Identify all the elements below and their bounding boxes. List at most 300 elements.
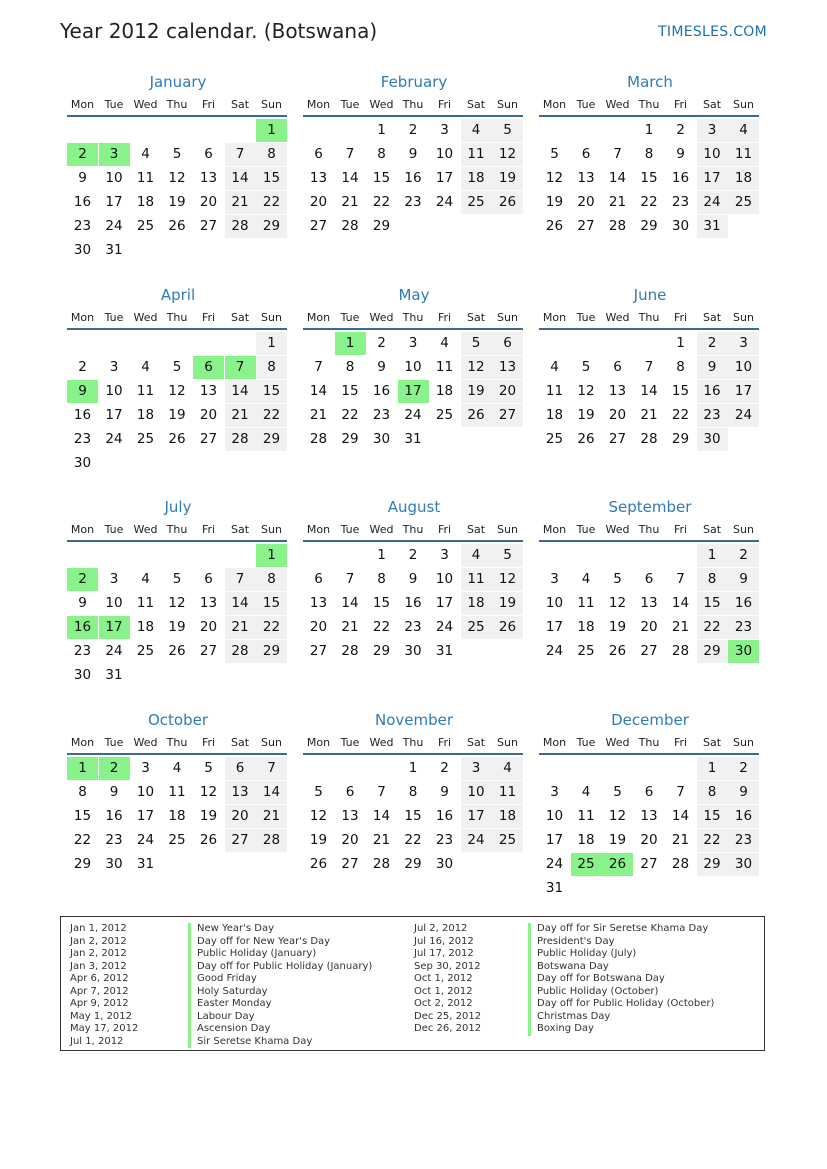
- weekday-header: Sun: [733, 523, 754, 536]
- day-cell: 13: [199, 595, 218, 611]
- weekday-header: Tue: [340, 523, 360, 536]
- day-cell: 21: [341, 194, 359, 210]
- day-cell: 21: [309, 407, 328, 423]
- day-cell: 26: [608, 643, 627, 659]
- day-cell: 13: [199, 170, 218, 186]
- day-cell: 30: [435, 856, 454, 872]
- day-cell: 18: [545, 407, 564, 423]
- day-cell: 28: [256, 829, 287, 852]
- day-cell: 7: [613, 146, 622, 162]
- holiday-day-cell: 6: [193, 356, 224, 379]
- day-cell: 4: [550, 359, 559, 375]
- day-cell: 20: [492, 380, 523, 403]
- day-cell: 17: [545, 619, 564, 635]
- day-cell: 23: [73, 218, 92, 234]
- legend-holiday-name: Ascension Day: [188, 1023, 372, 1036]
- holiday-day-cell: 17: [99, 616, 130, 639]
- day-cell: 4: [581, 784, 591, 800]
- day-cell: 9: [78, 595, 87, 611]
- day-cell: 23: [105, 832, 123, 848]
- weekday-header: Mon: [306, 98, 331, 111]
- day-cell: 22: [372, 619, 391, 635]
- day-cell: 10: [105, 170, 123, 186]
- day-cell: 8: [408, 784, 418, 800]
- holiday-day-cell: 1: [256, 544, 287, 567]
- day-cell: 8: [345, 359, 355, 375]
- weekday-header: Wed: [133, 736, 158, 749]
- day-cell: 10: [545, 808, 564, 824]
- weekday-header: Fri: [201, 311, 216, 324]
- day-cell: 19: [309, 832, 328, 848]
- month-divider: [67, 115, 287, 117]
- day-cell: 27: [492, 404, 523, 427]
- day-cell: 10: [136, 784, 155, 800]
- day-cell: 25: [461, 616, 492, 639]
- weekday-header: Tue: [104, 311, 124, 324]
- day-cell: 21: [225, 191, 256, 214]
- day-cell: 7: [676, 571, 685, 587]
- legend-holiday-name: Day off for New Year's Day: [188, 936, 372, 949]
- day-cell: 14: [372, 808, 391, 824]
- month-title: April: [160, 286, 196, 304]
- day-cell: 8: [256, 568, 287, 591]
- weekday-header: Mon: [70, 523, 95, 536]
- day-cell: 19: [577, 407, 595, 423]
- day-cell: 27: [341, 856, 359, 872]
- day-cell: 2: [697, 332, 728, 355]
- weekday-header: Fri: [673, 98, 688, 111]
- day-cell: 19: [608, 619, 627, 635]
- weekday-header: Sat: [702, 523, 722, 536]
- month-divider: [67, 540, 287, 542]
- day-cell: 28: [671, 643, 690, 659]
- day-cell: 10: [545, 595, 564, 611]
- weekday-header: Wed: [605, 311, 630, 324]
- weekday-header: Thu: [638, 98, 660, 111]
- legend-date: Sep 30, 2012: [414, 960, 481, 972]
- day-cell: 5: [613, 784, 622, 800]
- page-title: Year 2012 calendar. (Botswana): [60, 19, 378, 43]
- weekday-header: Tue: [340, 311, 360, 324]
- weekday-header: Mon: [542, 736, 567, 749]
- day-cell: 12: [492, 143, 523, 166]
- day-cell: 28: [225, 215, 256, 238]
- day-cell: 2: [408, 122, 418, 138]
- legend-holiday-name: Botswana Day: [528, 961, 714, 974]
- weekday-header: Tue: [576, 98, 596, 111]
- month-title: October: [147, 711, 209, 729]
- day-cell: 3: [461, 757, 492, 780]
- day-cell: 15: [256, 380, 287, 403]
- weekday-header: Sun: [261, 98, 282, 111]
- day-cell: 6: [314, 571, 323, 587]
- day-cell: 22: [404, 832, 422, 848]
- day-cell: 6: [644, 784, 654, 800]
- day-cell: 27: [640, 856, 658, 872]
- weekday-header: Fri: [673, 311, 688, 324]
- weekday-header: Thu: [166, 523, 188, 536]
- weekday-header: Thu: [402, 98, 424, 111]
- day-cell: 15: [372, 170, 391, 186]
- month-divider: [67, 753, 287, 755]
- day-cell: 15: [404, 808, 422, 824]
- legend-date: Apr 7, 2012: [70, 985, 129, 997]
- holiday-day-cell: 3: [99, 143, 130, 166]
- day-cell: 4: [581, 571, 591, 587]
- day-cell: 2: [408, 547, 418, 563]
- day-cell: 11: [577, 808, 595, 824]
- day-cell: 14: [671, 808, 690, 824]
- day-cell: 25: [577, 643, 595, 659]
- weekday-header: Fri: [201, 98, 216, 111]
- day-cell: 11: [577, 595, 595, 611]
- day-cell: 16: [671, 170, 690, 186]
- weekday-header: Mon: [306, 736, 331, 749]
- day-cell: 4: [461, 119, 492, 142]
- legend-date: Dec 26, 2012: [414, 1023, 482, 1034]
- day-cell: 30: [372, 431, 391, 447]
- weekday-header: Tue: [576, 523, 596, 536]
- day-cell: 9: [408, 571, 418, 587]
- weekday-header: Sun: [497, 98, 518, 111]
- month-title: November: [374, 711, 454, 729]
- legend-date: May 1, 2012: [70, 1010, 133, 1022]
- day-cell: 4: [492, 757, 523, 780]
- weekday-header: Thu: [166, 98, 188, 111]
- day-cell: 30: [697, 428, 728, 451]
- day-cell: 12: [577, 383, 595, 399]
- legend-date: Dec 25, 2012: [414, 1010, 482, 1022]
- day-cell: 30: [73, 455, 92, 471]
- weekday-header: Tue: [576, 736, 596, 749]
- day-cell: 22: [372, 194, 391, 210]
- day-cell: 6: [613, 359, 622, 375]
- site-link[interactable]: TIMESLES.COM: [658, 24, 767, 40]
- day-cell: 9: [78, 170, 87, 186]
- day-cell: 5: [172, 571, 182, 587]
- day-cell: 29: [671, 431, 690, 447]
- day-cell: 8: [377, 146, 386, 162]
- day-cell: 7: [644, 359, 654, 375]
- day-cell: 31: [435, 643, 454, 659]
- day-cell: 12: [168, 383, 186, 399]
- day-cell: 28: [225, 428, 256, 451]
- day-cell: 7: [314, 359, 323, 375]
- day-cell: 16: [404, 595, 422, 611]
- legend-holiday-name: Public Holiday (October): [528, 986, 714, 999]
- weekday-header: Wed: [369, 523, 394, 536]
- day-cell: 19: [168, 194, 186, 210]
- day-cell: 28: [225, 640, 256, 663]
- day-cell: 30: [728, 853, 759, 876]
- weekday-header: Sat: [702, 311, 722, 324]
- weekday-header: Thu: [166, 311, 188, 324]
- day-cell: 24: [105, 643, 123, 659]
- holiday-day-cell: 2: [67, 143, 98, 166]
- legend-date: Jan 2, 2012: [70, 935, 127, 947]
- weekday-header: Mon: [70, 311, 95, 324]
- weekday-header: Sun: [733, 98, 754, 111]
- month-divider: [303, 328, 523, 330]
- weekday-header: Mon: [70, 98, 95, 111]
- day-cell: 24: [435, 619, 454, 635]
- day-cell: 4: [141, 146, 150, 162]
- day-cell: 23: [728, 616, 759, 639]
- weekday-header: Sun: [497, 311, 518, 324]
- day-cell: 11: [136, 595, 155, 611]
- legend-holiday-name: Day off for Sir Seretse Khama Day: [528, 923, 714, 936]
- weekday-header: Sat: [466, 311, 486, 324]
- day-cell: 18: [577, 832, 595, 848]
- day-cell: 15: [372, 595, 391, 611]
- weekday-header: Thu: [638, 311, 660, 324]
- day-cell: 4: [440, 335, 449, 351]
- weekday-header: Sat: [230, 311, 250, 324]
- day-cell: 2: [676, 122, 685, 138]
- month-divider: [539, 540, 759, 542]
- day-cell: 15: [671, 383, 690, 399]
- day-cell: 24: [461, 829, 492, 852]
- day-cell: 13: [640, 808, 658, 824]
- day-cell: 27: [199, 643, 218, 659]
- day-cell: 14: [256, 781, 287, 804]
- weekday-header: Thu: [402, 311, 424, 324]
- holiday-day-cell: 25: [571, 853, 602, 876]
- weekday-header: Sat: [702, 98, 722, 111]
- holiday-legend: [60, 916, 765, 1051]
- day-cell: 23: [73, 431, 92, 447]
- day-cell: 2: [78, 359, 87, 375]
- day-cell: 10: [461, 781, 492, 804]
- weekday-header: Sat: [230, 736, 250, 749]
- weekday-header: Mon: [306, 311, 331, 324]
- day-cell: 28: [341, 643, 359, 659]
- day-cell: 5: [461, 332, 492, 355]
- day-cell: 14: [225, 380, 256, 403]
- weekday-header: Thu: [402, 523, 424, 536]
- day-cell: 21: [225, 616, 256, 639]
- weekday-header: Sat: [230, 98, 250, 111]
- day-cell: 20: [199, 619, 218, 635]
- weekday-header: Thu: [402, 736, 424, 749]
- day-cell: 15: [256, 592, 287, 615]
- day-cell: 8: [676, 359, 685, 375]
- weekday-header: Wed: [133, 98, 158, 111]
- day-cell: 19: [545, 194, 564, 210]
- legend-date: Jan 1, 2012: [70, 923, 127, 934]
- month-title: February: [380, 73, 448, 91]
- month-divider: [303, 115, 523, 117]
- weekday-header: Sat: [466, 523, 486, 536]
- day-cell: 25: [168, 832, 186, 848]
- day-cell: 13: [577, 170, 595, 186]
- month-title: January: [149, 73, 207, 91]
- day-cell: 21: [608, 194, 627, 210]
- day-cell: 22: [671, 407, 690, 423]
- weekday-header: Wed: [369, 98, 394, 111]
- day-cell: 8: [644, 146, 654, 162]
- legend-holiday-name: Day off for Botswana Day: [528, 973, 714, 986]
- day-cell: 5: [172, 146, 182, 162]
- weekday-header: Wed: [133, 311, 158, 324]
- legend-date: Jan 2, 2012: [70, 948, 127, 959]
- day-cell: 5: [172, 359, 182, 375]
- day-cell: 11: [728, 143, 759, 166]
- day-cell: 23: [404, 194, 422, 210]
- day-cell: 29: [256, 640, 287, 663]
- day-cell: 27: [309, 643, 328, 659]
- legend-holiday-name: President's Day: [528, 936, 714, 949]
- day-cell: 22: [73, 832, 92, 848]
- weekday-header: Fri: [673, 523, 688, 536]
- day-cell: 14: [341, 595, 359, 611]
- holiday-day-cell: 1: [67, 757, 98, 780]
- day-cell: 18: [492, 805, 523, 828]
- weekday-header: Sat: [702, 736, 722, 749]
- holiday-day-cell: 17: [398, 380, 429, 403]
- day-cell: 16: [404, 170, 422, 186]
- day-cell: 13: [309, 170, 328, 186]
- day-cell: 17: [728, 380, 759, 403]
- day-cell: 30: [73, 667, 92, 683]
- weekday-header: Fri: [437, 523, 452, 536]
- day-cell: 25: [545, 431, 564, 447]
- day-cell: 15: [341, 383, 359, 399]
- weekday-header: Fri: [437, 98, 452, 111]
- day-cell: 6: [314, 146, 323, 162]
- weekday-header: Fri: [437, 736, 452, 749]
- day-cell: 31: [105, 242, 123, 258]
- day-cell: 11: [492, 781, 523, 804]
- day-cell: 31: [697, 215, 728, 238]
- weekday-header: Tue: [104, 736, 124, 749]
- day-cell: 17: [545, 832, 564, 848]
- day-cell: 5: [492, 119, 523, 142]
- day-cell: 30: [404, 643, 422, 659]
- day-cell: 14: [640, 383, 658, 399]
- day-cell: 9: [728, 781, 759, 804]
- day-cell: 29: [256, 215, 287, 238]
- day-cell: 29: [404, 856, 422, 872]
- day-cell: 26: [492, 191, 523, 214]
- legend-holiday-name: Christmas Day: [528, 1011, 714, 1024]
- day-cell: 11: [461, 568, 492, 591]
- day-cell: 15: [697, 592, 728, 615]
- day-cell: 8: [697, 568, 728, 591]
- weekday-header: Mon: [306, 523, 331, 536]
- legend-holiday-name: Holy Saturday: [188, 986, 372, 999]
- weekday-header: Thu: [638, 523, 660, 536]
- holiday-day-cell: 16: [67, 616, 98, 639]
- legend-date: Oct 2, 2012: [414, 998, 473, 1009]
- weekday-header: Wed: [605, 736, 630, 749]
- legend-date: May 17, 2012: [70, 1023, 139, 1034]
- day-cell: 20: [608, 407, 627, 423]
- day-cell: 17: [435, 595, 454, 611]
- day-cell: 27: [640, 643, 658, 659]
- day-cell: 25: [136, 431, 155, 447]
- day-cell: 4: [141, 359, 150, 375]
- day-cell: 30: [671, 218, 690, 234]
- weekday-header: Sun: [261, 736, 282, 749]
- day-cell: 14: [225, 167, 256, 190]
- day-cell: 27: [608, 431, 627, 447]
- day-cell: 21: [640, 407, 658, 423]
- day-cell: 24: [105, 218, 123, 234]
- legend-date: Oct 1, 2012: [414, 985, 473, 997]
- day-cell: 11: [136, 170, 155, 186]
- holiday-day-cell: 1: [256, 119, 287, 142]
- day-cell: 24: [728, 404, 759, 427]
- day-cell: 24: [404, 407, 422, 423]
- day-cell: 13: [309, 595, 328, 611]
- day-cell: 23: [435, 832, 454, 848]
- weekday-header: Tue: [576, 311, 596, 324]
- day-cell: 4: [461, 544, 492, 567]
- day-cell: 22: [640, 194, 658, 210]
- day-cell: 5: [204, 760, 213, 776]
- day-cell: 6: [581, 146, 591, 162]
- day-cell: 17: [105, 407, 123, 423]
- day-cell: 25: [728, 191, 759, 214]
- holiday-day-cell: 26: [602, 853, 633, 876]
- day-cell: 2: [377, 335, 386, 351]
- day-cell: 24: [545, 856, 564, 872]
- day-cell: 9: [440, 784, 449, 800]
- day-cell: 22: [256, 616, 287, 639]
- day-cell: 28: [671, 856, 690, 872]
- day-cell: 29: [256, 428, 287, 451]
- day-cell: 15: [73, 808, 92, 824]
- day-cell: 11: [545, 383, 564, 399]
- day-cell: 14: [225, 592, 256, 615]
- day-cell: 6: [204, 146, 213, 162]
- day-cell: 31: [136, 856, 155, 872]
- day-cell: 24: [136, 832, 155, 848]
- month-title: July: [164, 498, 192, 516]
- day-cell: 23: [73, 643, 92, 659]
- legend-date: Jul 1, 2012: [70, 1035, 124, 1047]
- day-cell: 20: [199, 194, 218, 210]
- day-cell: 6: [644, 571, 654, 587]
- day-cell: 20: [199, 407, 218, 423]
- day-cell: 2: [728, 757, 759, 780]
- legend-holiday-name: Boxing Day: [528, 1023, 714, 1036]
- day-cell: 25: [492, 829, 523, 852]
- month-divider: [539, 328, 759, 330]
- day-cell: 8: [256, 143, 287, 166]
- day-cell: 12: [461, 356, 492, 379]
- legend-holiday-name: Good Friday: [188, 973, 372, 986]
- day-cell: 1: [697, 544, 728, 567]
- day-cell: 10: [435, 571, 454, 587]
- day-cell: 16: [435, 808, 454, 824]
- day-cell: 8: [256, 356, 287, 379]
- day-cell: 4: [141, 571, 150, 587]
- legend-date: Jul 16, 2012: [414, 935, 474, 947]
- weekday-header: Mon: [542, 523, 567, 536]
- day-cell: 16: [728, 805, 759, 828]
- weekday-header: Fri: [437, 311, 452, 324]
- day-cell: 2: [728, 544, 759, 567]
- day-cell: 29: [697, 640, 728, 663]
- day-cell: 3: [728, 332, 759, 355]
- day-cell: 31: [404, 431, 422, 447]
- day-cell: 18: [435, 383, 454, 399]
- day-cell: 5: [581, 359, 591, 375]
- day-cell: 23: [728, 829, 759, 852]
- day-cell: 20: [309, 194, 328, 210]
